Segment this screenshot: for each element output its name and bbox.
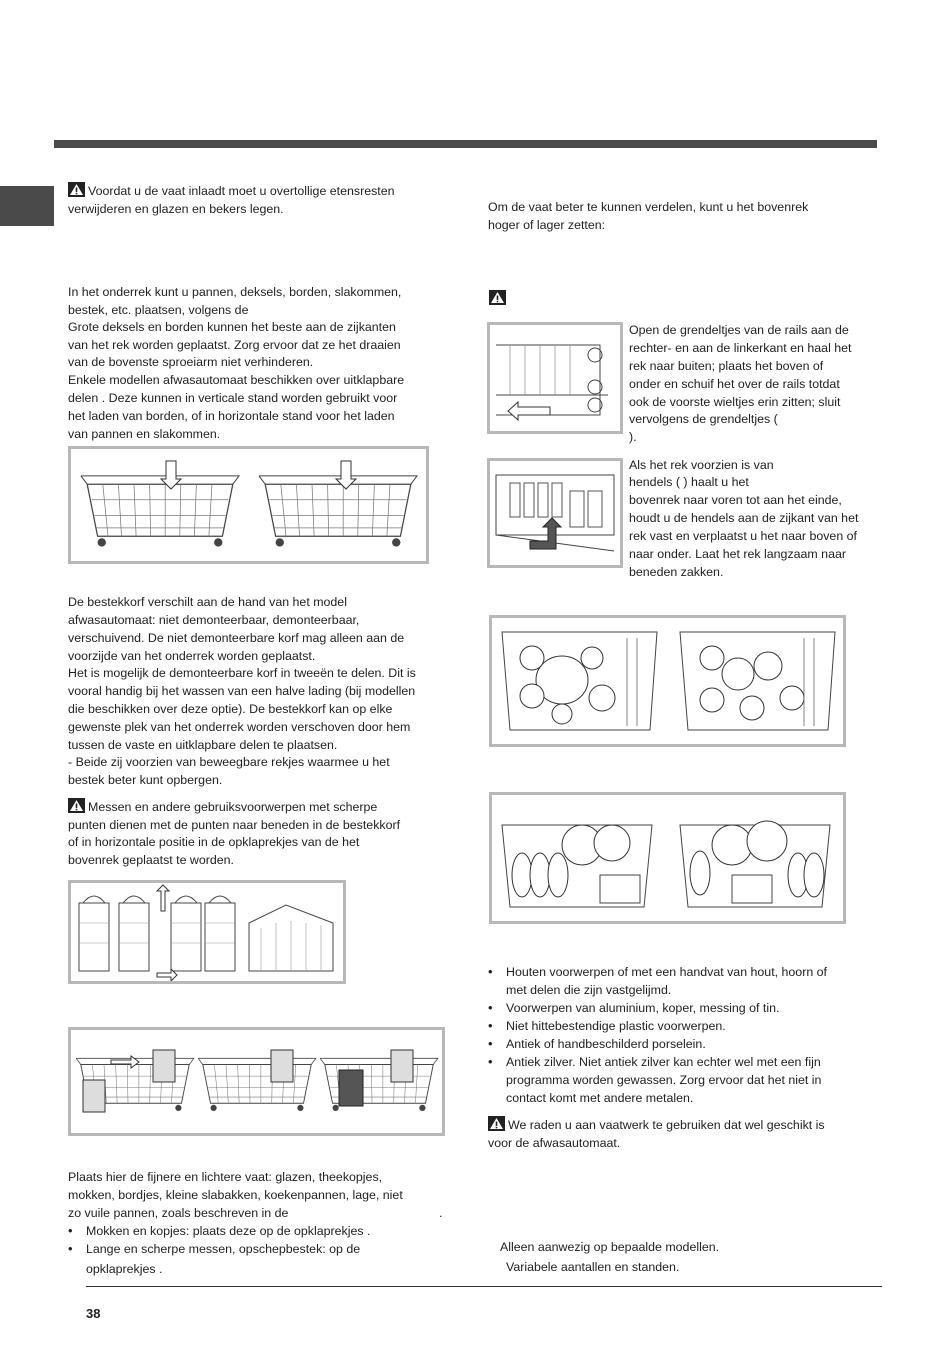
text-line: beneden zakken. <box>629 565 724 579</box>
text-line: zo vuile pannen, zoals beschreven in de <box>68 1206 289 1220</box>
text-line: houdt u de hendels aan de zijkant van het <box>629 511 859 525</box>
levers-figure <box>487 458 623 568</box>
text-line: gewenste plek van het onderrek worden verschoven door hem <box>68 720 411 734</box>
height-intro-line-1: Om de vaat beter te kunnen verdelen, kunt u het bovenrek <box>488 200 809 214</box>
list-item: • Antiek of handbeschilderd porselein. <box>488 1035 827 1053</box>
warning-triangle-icon <box>489 290 506 305</box>
header-bar <box>54 140 877 148</box>
text-line: ). <box>629 430 637 444</box>
list-item: • Lange en scherpe messen, opschepbestek: op de <box>68 1240 370 1258</box>
lower-rack-figure <box>68 446 429 564</box>
text-line: naar onder. Laat het rek langzaam naar <box>629 547 846 561</box>
text-line: bestek, etc. plaatsen, volgens de <box>68 303 249 317</box>
text-line: bovenrek naar voren tot aan het einde, <box>629 493 842 507</box>
intro-warning-line-1: Voordat u de vaat inlaadt moet u overtollige etensresten <box>68 182 395 200</box>
upper-rack-loading-figure <box>489 615 846 747</box>
text-line: rechter- en aan de linkerkant en haal het <box>629 341 852 355</box>
footer-rule <box>86 1286 882 1287</box>
text-line: In het onderrek kunt u pannen, deksels, borden, slakommen, <box>68 285 402 299</box>
basket-positions-figure <box>68 1027 445 1136</box>
list-item: • Niet hittebestendige plastic voorwerpen. <box>488 1017 827 1035</box>
text-line: rek naar buiten; plaats het boven of <box>629 359 824 373</box>
warning-triangle-icon <box>68 182 85 197</box>
text-line: voorzijde van het onderrek worden geplaatst. <box>68 649 316 663</box>
text-line: vervolgens de grendeltjes ( <box>629 412 778 426</box>
text-line: die beschikken over deze optie). De bestekkorf kan op elke <box>68 702 393 716</box>
text-line: De bestekkorf verschilt aan de hand van het model <box>68 595 347 609</box>
text-line: van de bovenste sproeiarm niet verhinderen. <box>68 355 314 369</box>
side-tab <box>0 186 54 226</box>
text-line: mokken, bordjes, kleine slabakken, koekenpannen, lage, niet <box>68 1188 403 1202</box>
warning-triangle-icon <box>488 1116 505 1131</box>
text-line: punten dienen met de punten naar beneden in de bestekkorf <box>68 818 401 832</box>
text-line: of in horizontale positie in de opklaprekjes van de het <box>68 835 360 849</box>
intro-warning-line-2: verwijderen en glazen en bekers legen. <box>68 202 284 216</box>
advice-warning-line-1: We raden u aan vaatwerk te gebruiken dat wel geschikt is <box>488 1116 825 1134</box>
text-line: Als het rek voorzien is van <box>629 458 774 472</box>
footnote-1: Alleen aanwezig op bepaalde modellen. <box>500 1240 720 1254</box>
upper-rack-bullets <box>68 1222 370 1258</box>
text-line: Enkele modellen afwasautomaat beschikken over uitklapbare <box>68 373 405 387</box>
text-line: hendels ( ) haalt u het <box>629 475 749 489</box>
text-line: het laden van borden, of in horizontale stand voor het laden <box>68 409 395 423</box>
bullet-continuation: opklaprekjes . <box>86 1262 163 1276</box>
text-line: bovenrek geplaatst te worden. <box>68 853 235 867</box>
text-line: Plaats hier de fijnere en lichtere vaat: glazen, theekopjes, <box>68 1170 383 1184</box>
list-item: • Voorwerpen van aluminium, koper, messing of tin. <box>488 999 827 1017</box>
text-line: vooral handig bij het wassen van een halve lading (bij modellen <box>68 684 416 698</box>
list-item: • Houten voorwerpen of met een handvat van hout, hoorn of met delen die zijn vastgelijmd. <box>488 963 827 999</box>
text-line: bestek beter kunt opbergen. <box>68 773 223 787</box>
text-line: tussen de vaste en uitklapbare delen te plaatsen. <box>68 738 338 752</box>
cutlery-basket-figure <box>68 880 346 984</box>
text-line: van het rek worden geplaatst. Zorg ervoor dat ze het draaien <box>68 338 401 352</box>
warning-triangle-icon <box>68 798 85 813</box>
knives-warning-line-1: Messen en andere gebruiksvoorwerpen met scherpe <box>68 798 377 816</box>
text-line: rek vast en verplaatst u het naar boven of <box>629 529 857 543</box>
text-line: afwasautomaat: niet demonteerbaar, demonteerbaar, <box>68 613 360 627</box>
lower-rack-loading-figure <box>489 792 846 924</box>
footnote-2: Variabele aantallen en standen. <box>506 1260 680 1274</box>
text-line: van pannen en slakommen. <box>68 427 221 441</box>
text-line: ook de voorste wieltjes erin zitten; sluit <box>629 395 841 409</box>
rails-figure <box>487 322 623 434</box>
text-line: - Beide zij voorzien van beweegbare rekjes waarmee u het <box>68 755 390 769</box>
text-line: verschuivend. De niet demonteerbare korf mag alleen aan de <box>68 631 405 645</box>
text-line: delen . Deze kunnen in verticale stand worden gebruikt voor <box>68 391 398 405</box>
advice-warning-line-2: voor de afwasautomaat. <box>488 1136 621 1150</box>
list-item: • Mokken en kopjes: plaats deze op de opklaprekjes . <box>68 1222 370 1240</box>
text-line: onder en schuif het over de rails totdat <box>629 377 840 391</box>
height-intro-line-2: hoger of lager zetten: <box>488 218 606 232</box>
page-number: 38 <box>86 1306 101 1321</box>
not-suitable-list <box>488 963 827 1107</box>
period: . <box>439 1206 443 1220</box>
list-item: • Antiek zilver. Niet antiek zilver kan echter wel met een fijn programma worden gewassen. Zorg ervoor dat het niet in contact komt met andere metalen. <box>488 1053 827 1107</box>
text-line: Het is mogelijk de demonteerbare korf in tweeën te delen. Dit is <box>68 666 416 680</box>
text-line: Grote deksels en borden kunnen het beste aan de zijkanten <box>68 320 396 334</box>
text-line: Open de grendeltjes van de rails aan de <box>629 323 849 337</box>
